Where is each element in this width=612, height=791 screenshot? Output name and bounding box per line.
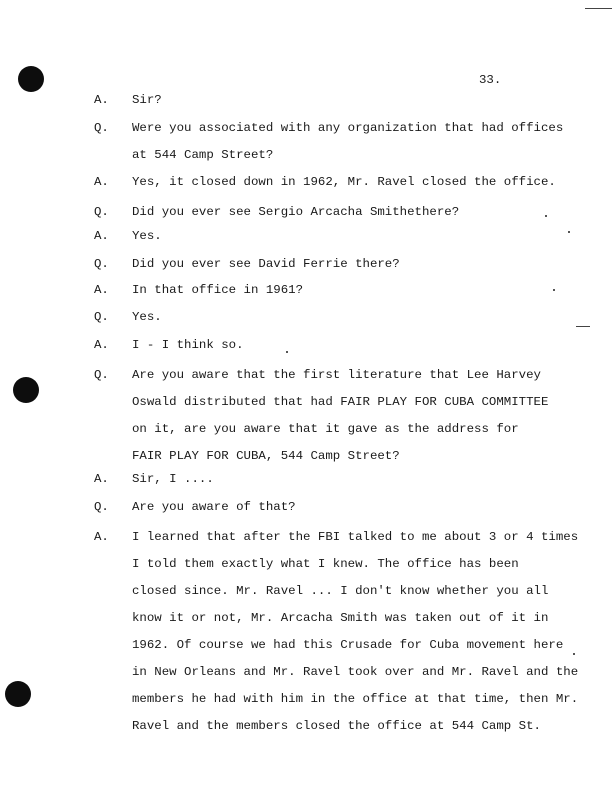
testimony-line: Are you aware of that? bbox=[132, 500, 296, 514]
speaker-label: A. bbox=[94, 472, 109, 486]
testimony-line: members he had with him in the office at that time, then Mr. bbox=[132, 692, 579, 706]
testimony-line: I learned that after the FBI talked to me about 3 or 4 times bbox=[132, 530, 579, 544]
testimony-line: Sir, I .... bbox=[132, 472, 214, 486]
testimony-text bbox=[132, 368, 582, 476]
binder-hole-middle bbox=[13, 377, 39, 403]
speaker-label: Q. bbox=[94, 257, 109, 271]
testimony-text bbox=[132, 472, 582, 499]
testimony-line: Yes. bbox=[132, 229, 162, 243]
binder-hole-top bbox=[18, 66, 44, 92]
testimony-line: Sir? bbox=[132, 93, 162, 107]
testimony-line: Yes. bbox=[132, 310, 162, 324]
testimony-text bbox=[132, 310, 582, 337]
speaker-label: Q. bbox=[94, 368, 109, 382]
binder-hole-bottom bbox=[5, 681, 31, 707]
testimony-line: Did you ever see David Ferrie there? bbox=[132, 257, 400, 271]
speaker-label: A. bbox=[94, 338, 109, 352]
speaker-label: A. bbox=[94, 93, 109, 107]
speaker-label: A. bbox=[94, 530, 109, 544]
testimony-line: closed since. Mr. Ravel ... I don't know whether you all bbox=[132, 584, 549, 598]
testimony-line: Did you ever see Sergio Arcacha Smithethere? bbox=[132, 205, 460, 219]
speaker-label: A. bbox=[94, 175, 109, 189]
testimony-line: know it or not, Mr. Arcacha Smith was taken out of it in bbox=[132, 611, 549, 625]
testimony-text bbox=[132, 229, 582, 256]
testimony-text bbox=[132, 175, 582, 202]
testimony-line: Yes, it closed down in 1962, Mr. Ravel closed the office. bbox=[132, 175, 556, 189]
testimony-text bbox=[132, 530, 582, 746]
testimony-text bbox=[132, 500, 582, 527]
testimony-text bbox=[132, 205, 582, 232]
testimony-line: I told them exactly what I knew. The office has been bbox=[132, 557, 519, 571]
testimony-line: I - I think so. bbox=[132, 338, 244, 352]
testimony-text bbox=[132, 283, 582, 310]
speaker-label: A. bbox=[94, 283, 109, 297]
testimony-text bbox=[132, 93, 582, 120]
speaker-label: Q. bbox=[94, 205, 109, 219]
page-number: 33. bbox=[479, 73, 502, 87]
testimony-line: FAIR PLAY FOR CUBA, 544 Camp Street? bbox=[132, 449, 400, 463]
testimony-text bbox=[132, 257, 582, 284]
testimony-text bbox=[132, 338, 582, 365]
testimony-line: at 544 Camp Street? bbox=[132, 148, 274, 162]
testimony-line: Oswald distributed that had FAIR PLAY FOR CUBA COMMITTEE bbox=[132, 395, 549, 409]
speaker-label: A. bbox=[94, 229, 109, 243]
testimony-line: in New Orleans and Mr. Ravel took over and Mr. Ravel and the bbox=[132, 665, 579, 679]
testimony-line: Ravel and the members closed the office at 544 Camp St. bbox=[132, 719, 541, 733]
testimony-line: In that office in 1961? bbox=[132, 283, 304, 297]
speaker-label: Q. bbox=[94, 310, 109, 324]
testimony-line: 1962. Of course we had this Crusade for Cuba movement here bbox=[132, 638, 564, 652]
testimony-line: Were you associated with any organization that had offices bbox=[132, 121, 564, 135]
testimony-line: Are you aware that the first literature that Lee Harvey bbox=[132, 368, 541, 382]
speaker-label: Q. bbox=[94, 500, 109, 514]
speaker-label: Q. bbox=[94, 121, 109, 135]
testimony-line: on it, are you aware that it gave as the address for bbox=[132, 422, 519, 436]
testimony-text bbox=[132, 121, 582, 175]
scan-mark bbox=[585, 8, 612, 9]
